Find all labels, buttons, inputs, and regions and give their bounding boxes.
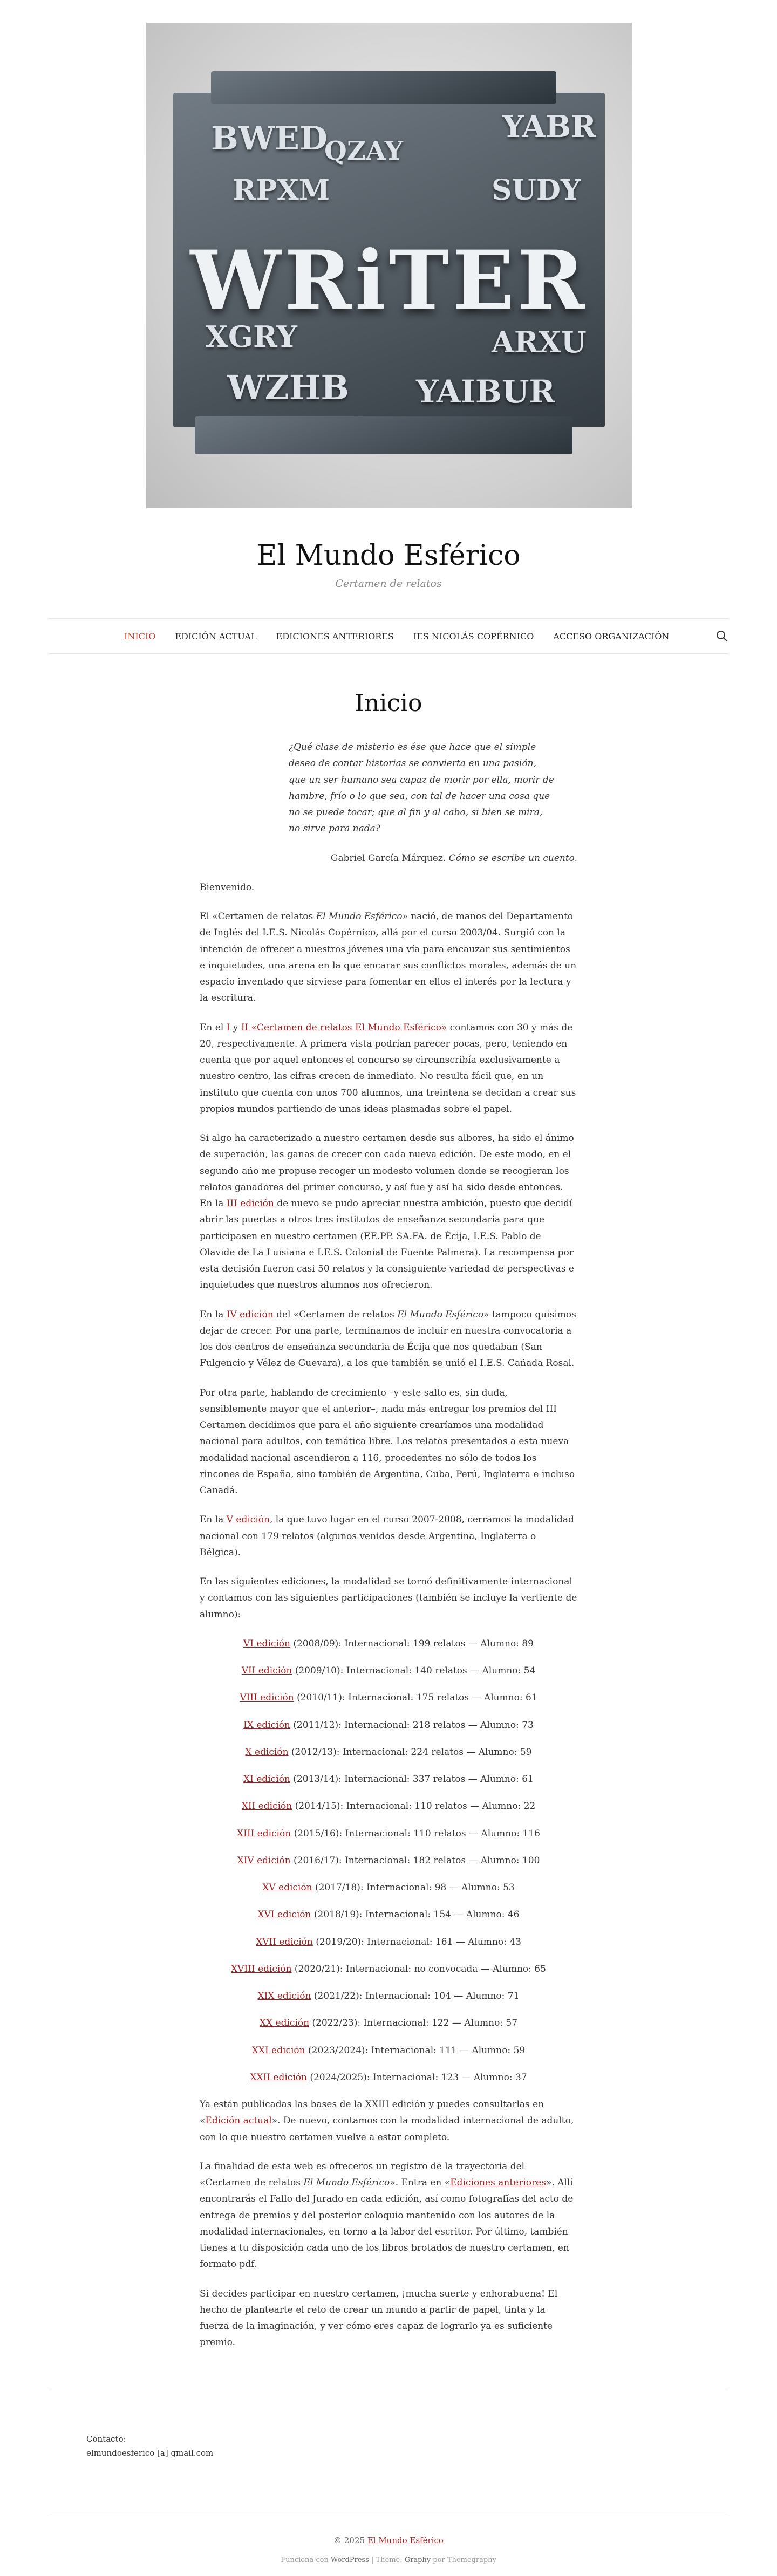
- edition-link[interactable]: XII edición: [241, 1801, 292, 1812]
- edition-link[interactable]: XX edición: [259, 2018, 310, 2029]
- edition-item: XII edición (2014/15): Internacional: 110 relatos — Alumno: 22: [241, 1801, 536, 1812]
- edition-link[interactable]: IX edición: [243, 1719, 290, 1731]
- edition-link[interactable]: VI edición: [243, 1638, 290, 1649]
- image-caption: RPXM: [233, 174, 330, 207]
- nav-item-edicion-actual[interactable]: EDICIÓN ACTUAL: [175, 631, 257, 641]
- paragraph: Si algo ha caracterizado a nuestro certamen desde sus albores, ha sido el ánimo de superación, las ganas de crecer con cada nueva edición. De este modo, en el segundo año me propuse recoger un modesto volumen donde se recogieran los relatos ganadores del primer concurso, y así fue y así ha sido desde entonces. En la III edición de nuevo se pudo apreciar nuestra ambición, puesto que decidí abrir las puertas a otros tres institutos de enseñanza secundaria para que participasen en nuestro certamen (EE.PP. SA.FA. de Écija, I.E.S. Pablo de Olavide de La Luisiana e I.E.S. Colonial de Fuente Palmera). La recompensa por esta decisión fueron casi 50 relatos y la consiguiente variedad de perspectivas e inquietudes que nuestros alumnos nos ofrecieron.: [200, 1133, 574, 1291]
- edition-item: XX edición (2022/23): Internacional: 122 — Alumno: 57: [259, 2018, 518, 2029]
- image-caption: BWED: [211, 120, 328, 158]
- edition-item: VII edición (2009/10): Internacional: 140 relatos — Alumno: 54: [241, 1665, 536, 1676]
- image-caption: YABR: [502, 109, 596, 145]
- edition-link[interactable]: XVI edición: [257, 1909, 311, 1921]
- edition-item: XV edición (2017/18): Internacional: 98 — Alumno: 53: [262, 1882, 515, 1893]
- edition-item: XVII edición (2019/20): Internacional: 161 — Alumno: 43: [256, 1936, 521, 1948]
- paragraph: Ya están publicadas las bases de la XXIII edición y puedes consultarlas en «Edición actual». De nuevo, contamos con la modalidad internacional de adulto, con lo que nuestro certamen vuelve a estar completo.: [200, 2099, 574, 2143]
- welcome-text: Bienvenido.: [200, 882, 255, 893]
- edition-link[interactable]: XXII edición: [250, 2072, 307, 2083]
- header-image: [146, 23, 632, 508]
- edition-link[interactable]: XV edición: [262, 1882, 312, 1893]
- edition-item: XXII edición (2024/2025): Internacional: 123 — Alumno: 37: [250, 2072, 527, 2083]
- edition-link[interactable]: XI edición: [243, 1774, 290, 1785]
- edition-item: IX edición (2011/12): Internacional: 218 relatos — Alumno: 73: [243, 1719, 534, 1731]
- edition-link[interactable]: V edición: [226, 1514, 270, 1526]
- image-caption: ARXU: [492, 325, 587, 359]
- contact-label: Contacto:: [86, 2434, 126, 2444]
- edition-item: XIII edición (2015/16): Internacional: 110 relatos — Alumno: 116: [237, 1828, 540, 1839]
- site-title[interactable]: El Mundo Esférico: [256, 539, 521, 572]
- edition-item: XVIII edición (2020/21): Internacional: no convocada — Alumno: 65: [231, 1963, 546, 1974]
- edition-link[interactable]: III edición: [226, 1198, 274, 1209]
- main-navigation: [49, 618, 728, 654]
- edition-item: VI edición (2008/09): Internacional: 199 relatos — Alumno: 89: [243, 1638, 534, 1649]
- image-caption: QZAY: [324, 136, 403, 166]
- ediciones-anteriores-link[interactable]: Ediciones anteriores: [450, 2177, 546, 2188]
- page-content: [200, 739, 577, 2364]
- nav-item-ies-nicolas-copernico[interactable]: IES NICOLÁS COPÉRNICO: [413, 631, 534, 641]
- nav-item-acceso-organizacion[interactable]: ACCESO ORGANIZACIÓN: [553, 631, 670, 641]
- writer-word: WRiTER: [190, 233, 588, 328]
- graphy-link[interactable]: Graphy: [404, 2556, 431, 2564]
- image-caption: SUDY: [492, 174, 581, 207]
- edition-item: XIX edición (2021/22): Internacional: 104 — Alumno: 71: [257, 1991, 520, 2001]
- edicion-actual-link[interactable]: Edición actual: [205, 2115, 272, 2127]
- nav-item-ediciones-anteriores[interactable]: EDICIONES ANTERIORES: [276, 631, 394, 641]
- edition-link[interactable]: VII edición: [241, 1665, 292, 1676]
- page-title: Inicio: [355, 689, 422, 717]
- edition-link[interactable]: I: [226, 1022, 230, 1033]
- edition-link[interactable]: XVII edición: [256, 1936, 313, 1948]
- edition-item: VIII edición (2010/11): Internacional: 175 relatos — Alumno: 61: [240, 1692, 537, 1704]
- copyright: © 2025 El Mundo Esférico: [333, 2536, 444, 2545]
- edition-link[interactable]: IV edición: [226, 1309, 274, 1320]
- edition-link[interactable]: II «Certamen de relatos El Mundo Esférico»: [241, 1022, 447, 1033]
- edition-item: X edición (2012/13): Internacional: 224 relatos — Alumno: 59: [245, 1746, 532, 1758]
- paragraph: En las siguientes ediciones, la modalidad se tornó definitivamente internacional y contamos con las siguientes participaciones (también se incluye la vertiente de alumno):: [200, 1576, 577, 1620]
- edition-link[interactable]: XIII edición: [237, 1828, 291, 1839]
- wordpress-link[interactable]: WordPress: [331, 2556, 369, 2564]
- image-caption: XGRY: [206, 319, 297, 354]
- paragraph: Si decides participar en nuestro certamen, ¡mucha suerte y enhorabuena! El hecho de plantearte el reto de crear un mundo a partir de papel, tinta y la fuerza de la imaginación, y ver cómo eres capaz de lograrlo ya es suficiente premio.: [200, 2288, 558, 2348]
- epigraph-attribution: Gabriel García Márquez. Cómo se escribe un cuento.: [330, 852, 577, 864]
- edition-link[interactable]: XIX edición: [257, 1991, 311, 2001]
- paragraph: El «Certamen de relatos El Mundo Esférico» nació, de manos del Departamento de Inglés del I.E.S. Nicolás Copérnico, allá por el curso 2003/04. Surgió con la intención de ofrecer a nuestros jóvenes una vía para encauzar sus sentimientos e inquietudes, una arena en la que encarar sus conflictos morales, además de un espacio inventado que sirviese para fomentar en ellos el interés por la lectura y la escritura.: [200, 911, 577, 1004]
- edition-link[interactable]: X edición: [245, 1746, 289, 1758]
- edition-link[interactable]: XXI edición: [251, 2045, 305, 2056]
- powered-by: Funciona con WordPress | Theme: Graphy por Themegraphy: [281, 2556, 496, 2564]
- edition-item: XIV edición (2016/17): Internacional: 182 relatos — Alumno: 100: [237, 1855, 540, 1866]
- epigraph-quote: ¿Qué clase de misterio es ése que hace que el simple deseo de contar historias se convierta en una pasión, que un ser humano sea capaz de morir por ella, morir de hambre, frío o lo que sea, con tal de hacer una cosa que no se puede tocar; que al fin y al cabo, si bien se mira, no sirve para nada?: [289, 742, 554, 835]
- edition-link[interactable]: VIII edición: [240, 1692, 294, 1704]
- image-caption: WZHB: [227, 368, 349, 407]
- paragraph: En el I y II «Certamen de relatos El Mundo Esférico» contamos con 30 y más de 20, respectivamente. A primera vista podrían parecer pocas, pero, teniendo en cuenta que por aquel entonces el concurso se circunscribía exclusivamente a nuestro centro, las cifras crecen de inmediato. No resulta fácil que, en un instituto que cuenta con unos 700 alumnos, una treintena se decidan a crear sus propios mundos partiendo de unas ideas plasmadas sobre el papel.: [200, 1022, 576, 1115]
- edition-item: XI edición (2013/14): Internacional: 337 relatos — Alumno: 61: [243, 1774, 534, 1785]
- paragraph: En la IV edición del «Certamen de relatos El Mundo Esférico» tampoco quisimos dejar de crecer. Por una parte, terminamos de incluir en nuestra convocatoria a los dos centros de enseñanza secundaria de Écija que nos quedaban (San Fulgencio y Vélez de Guevara), a los que también se unió el I.E.S. Cañada Rosal.: [200, 1309, 576, 1369]
- paragraph: En la V edición, la que tuvo lugar en el curso 2007-2008, cerramos la modalidad nacional con 179 relatos (algunos venidos desde Argentina, Inglaterra o Bélgica).: [200, 1514, 574, 1558]
- footer-contact: [86, 2432, 213, 2461]
- edition-item: XXI edición (2023/2024): Internacional: 111 — Alumno: 59: [251, 2045, 526, 2056]
- paragraph: Por otra parte, hablando de crecimiento –y este salto es, sin duda, sensiblemente mayor que el anterior–, nada más entregar los premios del III Certamen decidimos que para el año siguiente crearíamos una modalidad nacional para adultos, con temática libre. Los relatos presentados a esta nueva modalidad nacional ascendieron a 116, procedentes no sólo de todos los rincones de España, sino también de Argentina, Cuba, Perú, Inglaterra e incluso Canadá.: [200, 1387, 575, 1496]
- themegraphy-link[interactable]: Themegraphy: [447, 2556, 496, 2564]
- image-caption: YAIBUR: [416, 373, 555, 410]
- nav-item-inicio[interactable]: INICIO: [124, 631, 156, 641]
- edition-item: XVI edición (2018/19): Internacional: 154 — Alumno: 46: [257, 1909, 520, 1921]
- contact-email: elmundoesferico [a] gmail.com: [86, 2448, 214, 2458]
- paragraph: La finalidad de esta web es ofreceros un registro de la trayectoria del «Certamen de relatos El Mundo Esférico». Entra en «Ediciones anteriores». Allí encontrarás el Fallo del Jurado en cada edición, así como fotografías del acto de entrega de premios y del posterior coloquio mantenido con los autores de la modalidad internacionales, en torno a la labor del escritor. Por último, también tienes a tu disposición cada uno de los libros brotados de nuestro certamen, en formato pdf.: [200, 2161, 574, 2270]
- editions-list: [200, 1636, 577, 2086]
- site-tagline: Certamen de relatos: [335, 578, 442, 590]
- edition-link[interactable]: XIV edición: [237, 1855, 291, 1866]
- site-link[interactable]: El Mundo Esférico: [367, 2536, 444, 2545]
- edition-link[interactable]: XVIII edición: [231, 1963, 292, 1974]
- search-icon[interactable]: [715, 630, 728, 643]
